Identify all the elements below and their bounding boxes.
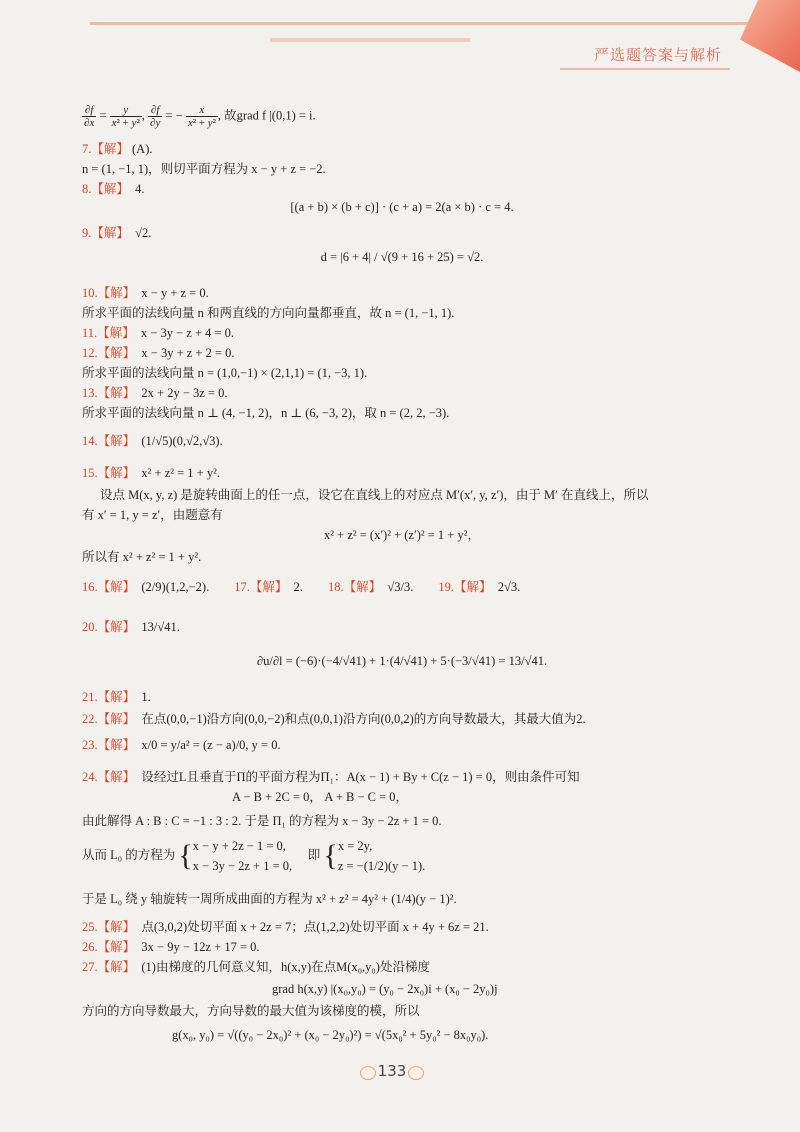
answer: (1/√5)(0,√2,√3). (141, 434, 223, 448)
formula-line: grad h(x,y) |(x₀,y₀) = (y₀ − 2x₀)i + (x₀ − 2y₀)j (272, 982, 498, 996)
text-line: 所求平面的法线向量 n ⊥ (4, −1, 2)，n ⊥ (6, −3, 2)，取 n = (2, 2, −3). (82, 406, 450, 420)
equation-system (338, 836, 425, 876)
item-number: 10. (82, 286, 98, 300)
grad-tail: 故grad f |(0,1) = i. (224, 108, 316, 123)
item-number: 20. (82, 620, 98, 634)
answer-tag: 【解】 (97, 711, 136, 726)
answer-tag: 【解】 (249, 579, 288, 594)
answer: √3/3. (387, 580, 414, 594)
text-fragment: 即 (307, 847, 321, 862)
item-number: 14. (82, 434, 98, 448)
left-brace: { (323, 839, 338, 872)
item-number: 19. (438, 580, 454, 594)
answer: x − y + z = 0. (141, 286, 209, 300)
answer-tag: 【解】 (97, 939, 136, 954)
answer: √2. (135, 226, 152, 240)
answer: (2/9)(1,2,−2). (141, 580, 210, 594)
answer: x − 3y + z + 2 = 0. (141, 346, 235, 360)
item-number: 15. (82, 466, 98, 480)
equation: x = 2y, (337, 839, 373, 853)
item-number: 22. (82, 712, 98, 726)
formula-line: A − B + 2C = 0， A + B − C = 0， (232, 790, 409, 804)
answer: 2x + 2y − 3z = 0. (141, 386, 228, 400)
item-20 (82, 618, 180, 636)
answer-tag: 【解】 (91, 225, 129, 240)
frac-x: $\frac{x}{\text{x² + y²}}$ (187, 104, 216, 130)
answer: 点(3,0,2)处切平面 x + 2z = 7；点(1,2,2)处切平面 x + 4y + 6z = 21. (141, 920, 489, 934)
text-line: 所求平面的法线向量 n 和两直线的方向向量都垂直，故 n = (1, −1, 1). (82, 306, 455, 320)
item-10 (82, 284, 209, 302)
answer: x − 3y − z + 4 = 0. (140, 326, 235, 340)
answer: 13/√41. (141, 620, 180, 634)
answer-tag: 【解】 (97, 385, 136, 400)
item-26 (82, 938, 260, 956)
answer-tag: 【解】 (97, 345, 136, 360)
answer: (1)由梯度的几何意义知，h(x,y)在点M(x₀,y₀)处沿梯度 (141, 960, 430, 974)
item-12 (82, 344, 235, 362)
item-number: 18. (327, 580, 344, 594)
line-partials: $\frac{\partial f}{\partial x}$ = $\frac{y}{\text{x² + y²}}$ , $\frac{\partial f}{\partial y}$ = − $\frac{x}{\text{x² + y²}}$ , 故grad f |(0,1) = i. (84, 104, 316, 130)
answer-tag: 【解】 (97, 959, 136, 974)
answer-tag: 【解】 (97, 325, 135, 340)
item-13 (82, 384, 227, 402)
item-27 (82, 958, 430, 976)
item-number: 21. (82, 690, 98, 704)
text-line: 于是 L₀ 绕 y 轴旋转一周所成曲面的方程为 x² + z² = 4y² + (1/4)(y − 1)². (82, 892, 457, 906)
header-rule-lower (560, 68, 730, 70)
formula-line: [(a + b) × (b + c)] · (c + a) = 2(a × b) · c = 4. (290, 200, 514, 214)
item-25 (82, 918, 489, 936)
item-number: 17. (234, 580, 250, 594)
text-line: 由此解得 A : B : C = −1 : 3 : 2. 于是 Π₁ 的方程为 x − 3y − 2z + 1 = 0. (82, 814, 442, 828)
formula-line: ∂u/∂l = (−6)·(−4/√41) + 1·(4/√41) + 5·(−3/√41) = 13/√41. (256, 654, 548, 668)
item-number: 13. (82, 386, 98, 400)
answer: 设经过L且垂直于Π的平面方程为Π₁：A(x − 1) + By + C(z − 1) = 0，则由条件可知 (141, 770, 580, 784)
item-number: 24. (82, 770, 98, 784)
item-8 (82, 180, 145, 198)
answer: 2. (293, 580, 303, 594)
answer-tag: 【解】 (343, 579, 382, 594)
text-line: 所求平面的法线向量 n = (1,0,−1) × (2,1,1) = (1, −3, 1). (82, 366, 368, 380)
text-line: n = (1, −1, 1)，则切平面方程为 x − y + z = −2. (82, 162, 326, 176)
page-number-text: 133 (377, 1062, 407, 1080)
answer-tag: 【解】 (97, 919, 136, 934)
answer-tag: 【解】 (97, 689, 136, 704)
item-number: 12. (82, 346, 98, 360)
answer-tag: 【解】 (97, 285, 136, 300)
equation: z = −(1/2)(y − 1). (337, 859, 426, 873)
answer-tag: 【解】 (97, 465, 136, 480)
page-number (362, 1062, 422, 1084)
answer: 4. (135, 182, 145, 196)
answer-tag: 【解】 (97, 579, 136, 594)
item-number: 7. (82, 142, 92, 156)
formula-line: g(x₀, y₀) = √((y₀ − 2x₀)² + (x₀ − 2y₀)²) = √(5x₀² + 5y₀² − 8x₀y₀). (172, 1028, 489, 1042)
text-line: 所以有 x² + z² = 1 + y². (82, 550, 202, 564)
text-line: 设点 M(x, y, z) 是旋转曲面上的任一点，设它在直线上的对应点 M′(x′, y, z′)，由于 M′ 在直线上，所以 (100, 488, 649, 502)
item-15 (82, 464, 220, 482)
answer-tag: 【解】 (97, 619, 136, 634)
text-line: 方向的方向导数最大，方向导数的最大值为该梯度的模，所以 (82, 1004, 420, 1018)
item-22 (82, 710, 586, 728)
text-line: 有 x′ = 1, y = z′，由题意有 (82, 508, 223, 522)
item-14 (82, 432, 223, 450)
answer: 1. (141, 690, 151, 704)
formula-line: x² + z² = (x′)² + (z′)² = 1 + y²， (324, 528, 480, 542)
item-11 (82, 324, 234, 342)
item-number: 25. (82, 920, 98, 934)
frac-y: $\frac{y}{\text{x² + y²}}$ (111, 104, 140, 130)
equation: x − 3y − 2z + 1 = 0, (192, 859, 293, 873)
item-number: 11. (82, 326, 98, 340)
header-rule (90, 22, 750, 25)
item-number: 26. (82, 940, 98, 954)
answer-tag: 【解】 (91, 181, 129, 196)
answer-tag: 【解】 (97, 769, 136, 784)
item-24 (82, 768, 580, 786)
answer: x/0 = y/a² = (z − a)/0, y = 0. (141, 738, 281, 752)
item-23 (82, 736, 281, 754)
header-band (270, 38, 470, 42)
frac-df-dy: $\frac{\partial f}{\partial y}$ (150, 104, 161, 130)
l0-system (82, 836, 425, 876)
item-21 (82, 688, 151, 706)
item-7 (82, 140, 153, 158)
item-number: 23. (82, 738, 98, 752)
answer-tag: 【解】 (97, 737, 136, 752)
item-number: 8. (82, 182, 92, 196)
answer: 在点(0,0,−1)沿方向(0,0,−2)和点(0,0,1)沿方向(0,0,2)的方向导数最大，其最大值为2. (141, 712, 586, 726)
answer: x² + z² = 1 + y². (141, 466, 220, 480)
answer: 2√3. (497, 580, 521, 594)
answer: 3x − 9y − 12z + 17 = 0. (141, 940, 260, 954)
header-corner-tab (740, 0, 800, 72)
text-fragment: 从而 L₀ 的方程为 (82, 847, 176, 862)
frac-df-dx: $\frac{\partial f}{\partial x}$ (84, 104, 95, 130)
equation: x − y + 2z − 1 = 0, (192, 839, 286, 853)
items-16-19 (82, 578, 520, 596)
answer-tag: 【解】 (91, 141, 129, 156)
answer-tag: 【解】 (97, 433, 136, 448)
item-number: 9. (82, 226, 92, 240)
item-number: 27. (82, 960, 98, 974)
header-title: 严选题答案与解析 (593, 46, 722, 64)
left-brace: { (178, 839, 193, 872)
item-9 (82, 224, 151, 242)
ornament-left-icon (360, 1066, 376, 1080)
equation-system (193, 836, 292, 876)
ornament-right-icon (408, 1066, 424, 1080)
formula-line: d = |6 + 4| / √(9 + 16 + 25) = √2. (320, 250, 484, 264)
answer: (A). (132, 142, 153, 156)
item-number: 16. (82, 580, 98, 594)
answer-tag: 【解】 (453, 579, 492, 594)
